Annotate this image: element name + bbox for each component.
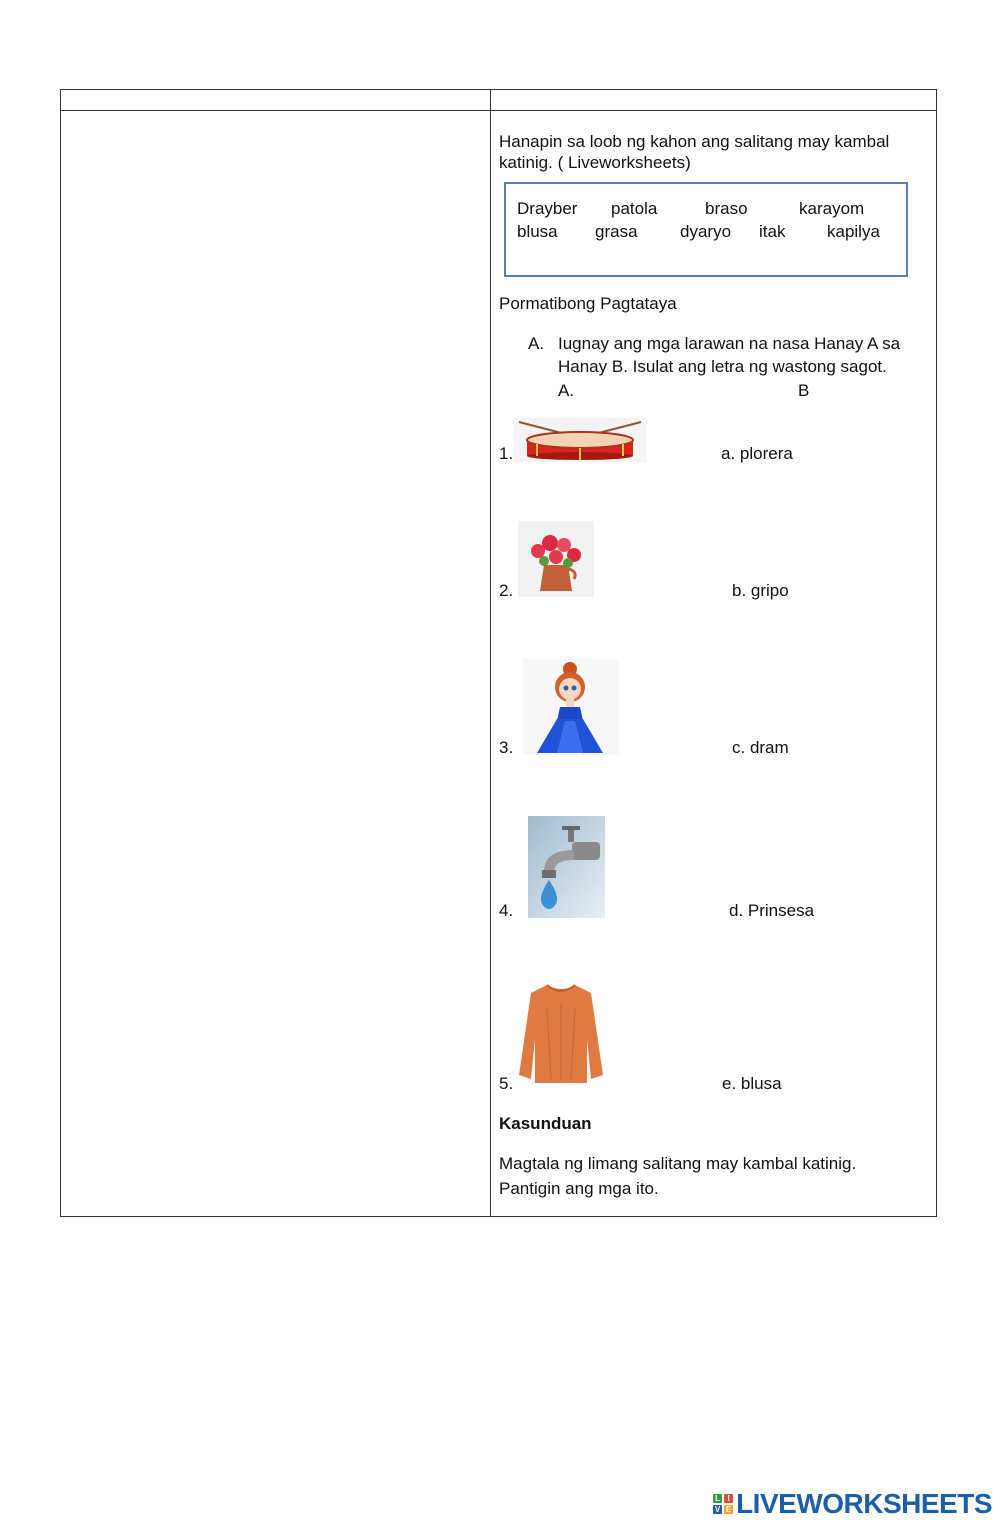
- item-number: 2.: [499, 581, 514, 600]
- word: grasa: [595, 222, 638, 241]
- kasunduan-line-2: Pantigin ang mga ito.: [499, 1179, 659, 1198]
- princess-icon: [523, 659, 619, 755]
- brand-name: LIVEWORKSHEETS: [736, 1488, 992, 1519]
- logo-mark-icon: [713, 1494, 733, 1514]
- instruction-line-2: katinig. ( Liveworksheets): [499, 153, 691, 172]
- column-b-label: B: [798, 381, 810, 400]
- logo-letter: I: [724, 1494, 733, 1503]
- blouse-icon: [517, 979, 606, 1089]
- task-line-1: Iugnay ang mga larawan na nasa Hanay A sa: [558, 334, 901, 353]
- task-letter: A.: [528, 334, 545, 353]
- answer-choice: d. Prinsesa: [729, 901, 815, 920]
- instruction-line-1: Hanapin sa loob ng kahon ang salitang may kambal: [499, 132, 890, 151]
- kasunduan-title: Kasunduan: [499, 1114, 592, 1133]
- logo-letter: V: [714, 1505, 721, 1514]
- item-number: 1.: [499, 444, 514, 463]
- word: braso: [705, 199, 748, 218]
- table-header-divider: [61, 110, 936, 111]
- answer-choice: e. blusa: [722, 1074, 782, 1093]
- faucet-icon: [528, 816, 605, 918]
- word: blusa: [517, 222, 558, 241]
- task-line-2: Hanay B. Isulat ang letra ng wastong sagot.: [558, 357, 887, 376]
- logo-letter: L: [713, 1494, 722, 1503]
- item-number: 4.: [499, 901, 514, 920]
- item-number: 3.: [499, 738, 514, 757]
- answer-choice: c. dram: [732, 738, 789, 757]
- kasunduan-line-1: Magtala ng limang salitang may kambal katinig.: [499, 1154, 857, 1173]
- word: karayom: [799, 199, 865, 218]
- answer-choice: a. plorera: [721, 444, 793, 463]
- word: dyaryo: [680, 222, 732, 241]
- column-a-label: A.: [558, 381, 575, 400]
- logo-letter: E: [725, 1505, 732, 1514]
- answer-choice: b. gripo: [732, 581, 789, 600]
- word: Drayber: [517, 199, 578, 218]
- liveworksheets-logo: [713, 1489, 992, 1519]
- table-column-divider: [490, 90, 491, 1216]
- word: kapilya: [827, 222, 880, 241]
- flower-vase-icon: [518, 521, 594, 597]
- item-number: 5.: [499, 1074, 514, 1093]
- word: itak: [759, 222, 786, 241]
- word: patola: [611, 199, 658, 218]
- drum-icon: [513, 418, 647, 462]
- section-title: Pormatibong Pagtataya: [499, 294, 677, 313]
